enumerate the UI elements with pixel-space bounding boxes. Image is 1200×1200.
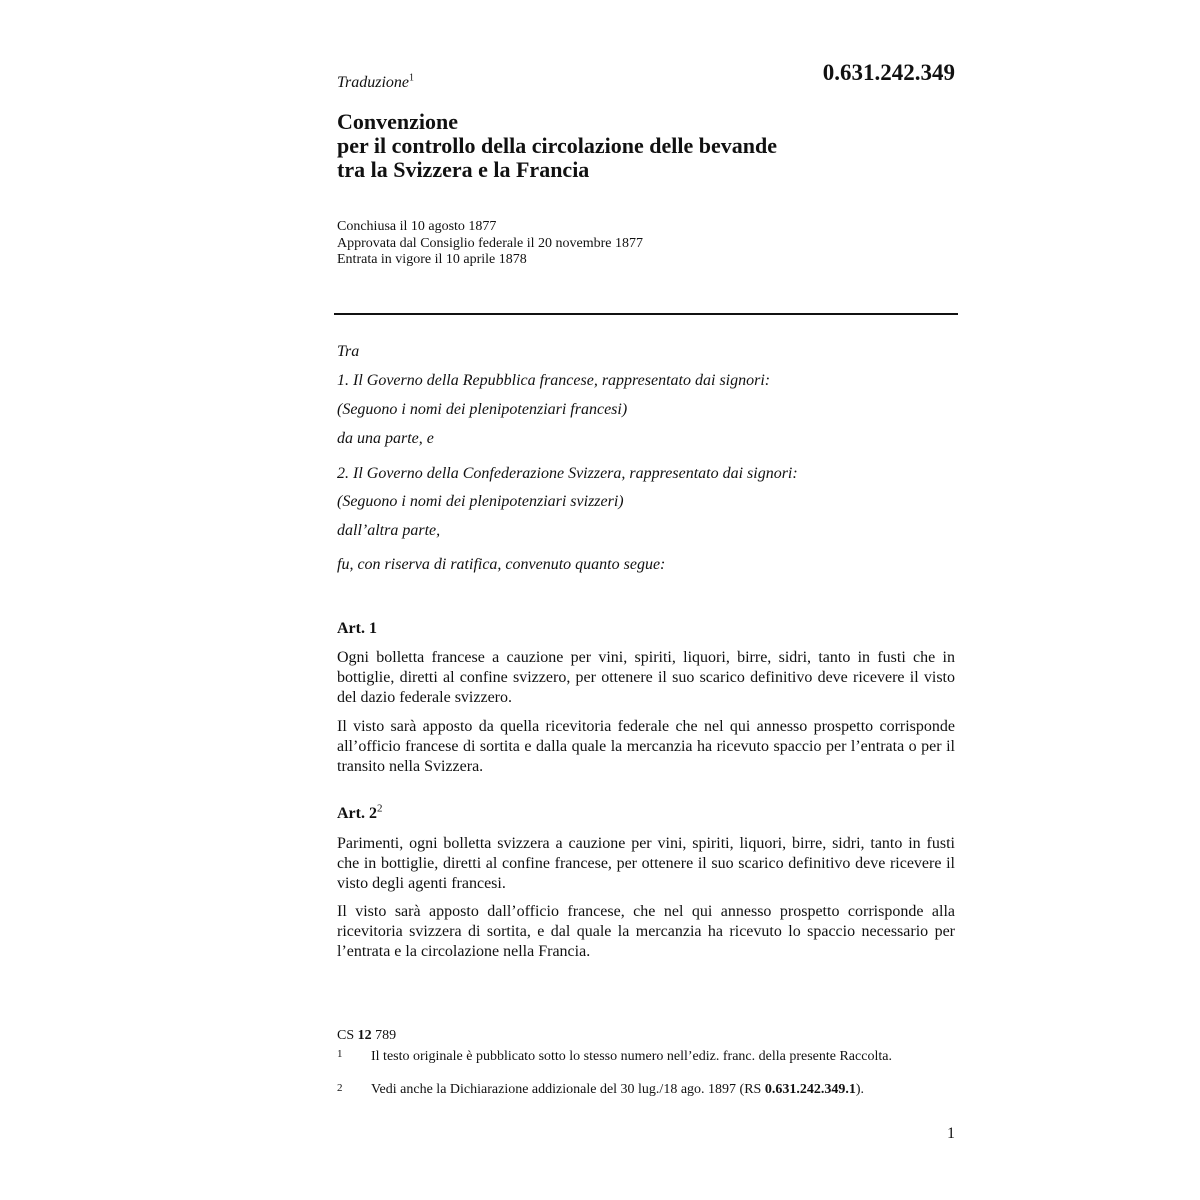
- footnote-1-text: Il testo originale è pubblicato sotto lo stesso numero nell’ediz. franc. della presente Raccolta.: [371, 1049, 892, 1064]
- date-approved: Approvata dal Consiglio federale il 20 novembre 1877: [337, 235, 643, 251]
- article-1-paragraph-1: Ogni bolletta francese a cauzione per vini, spiriti, liquori, birre, sidri, tanto in fusti che in bottiglie, diretti al confine svizzero, per ottenere il suo scarico definitivo deve ricevere il visto del dazio federale svizzero.: [337, 649, 955, 706]
- cs-page: 789: [375, 1028, 397, 1043]
- preamble-names-2: (Seguono i nomi dei plenipotenziari svizzeri): [337, 493, 624, 510]
- translation-label: [337, 74, 414, 92]
- preamble-party-2: 2. Il Governo della Confederazione Svizzera, rappresentato dai signori:: [337, 465, 798, 482]
- title-line-1: Convenzione: [337, 109, 458, 134]
- title-line-3: tra la Svizzera e la Francia: [337, 157, 590, 182]
- translation-label-text: Traduzione: [337, 74, 410, 91]
- footnote-ref-1[interactable]: 1: [409, 72, 415, 84]
- footnote-2-text-before: Vedi anche la Dichiarazione addizionale del 30 lug./18 ago. 1897 (RS: [371, 1082, 762, 1097]
- article-2-paragraph-2: Il visto sarà apposto dall’officio francese, che nel qui annesso prospetto corrisponde alla ricevitoria svizzera di sortita, e dal quale la mercanzia ha ricevuto lo spaccio necessario per l’entrata e la circolazione nella Francia.: [337, 903, 955, 960]
- preamble-side-1: da una parte, e: [337, 430, 434, 447]
- cs-volume: 12: [357, 1028, 372, 1043]
- preamble-tra: Tra: [337, 343, 360, 360]
- article-1-heading-text: Art. 1: [337, 620, 377, 637]
- footnote-2-text: [371, 1082, 961, 1098]
- footnote-2-number: 2: [337, 1082, 343, 1094]
- preamble-names-1: (Seguono i nomi dei plenipotenziari francesi): [337, 401, 628, 418]
- cs-reference: [337, 1028, 396, 1044]
- article-1-heading: [337, 620, 377, 638]
- date-block: [337, 219, 643, 269]
- preamble-party-1: 1. Il Governo della Repubblica francese, rappresentato dai signori:: [337, 372, 771, 389]
- document-title: [337, 110, 957, 182]
- footnote-2-text-after: ).: [855, 1082, 864, 1097]
- article-2-heading-text: Art. 2: [337, 805, 377, 822]
- page-number: 1: [947, 1125, 955, 1142]
- sr-number: 0.631.242.349: [822, 60, 955, 85]
- preamble-side-2: dall’altra parte,: [337, 522, 441, 539]
- preamble-agreed: fu, con riserva di ratifica, convenuto quanto segue:: [337, 556, 666, 573]
- date-concluded: Conchiusa il 10 agosto 1877: [337, 219, 497, 234]
- cs-prefix: CS: [337, 1028, 355, 1043]
- date-in-force: Entrata in vigore il 10 aprile 1878: [337, 252, 527, 267]
- article-1-paragraph-2: Il visto sarà apposto da quella ricevitoria federale che nel qui annesso prospetto corrisponde all’officio francese di sortita e dalla quale la mercanzia ha ricevuto spaccio per l’entrata o per il transito nella Svizzera.: [337, 718, 955, 775]
- horizontal-rule: [334, 313, 958, 315]
- footnote-1-number: 1: [337, 1048, 343, 1060]
- article-2-heading: [337, 802, 383, 823]
- footnote-ref-2[interactable]: 2: [376, 802, 383, 815]
- footnote-2-link[interactable]: 0.631.242.349.1: [764, 1082, 856, 1097]
- article-2-paragraph-1: Parimenti, ogni bolletta svizzera a cauzione per vini, spiriti, liquori, birre, sidri, tanto in fusti che in bottiglie, diretti al confine francese, per ottenere il suo scarico definitivo deve ricevere il visto degli agenti francesi.: [337, 835, 955, 892]
- title-line-2: per il controllo della circolazione delle bevande: [337, 133, 777, 158]
